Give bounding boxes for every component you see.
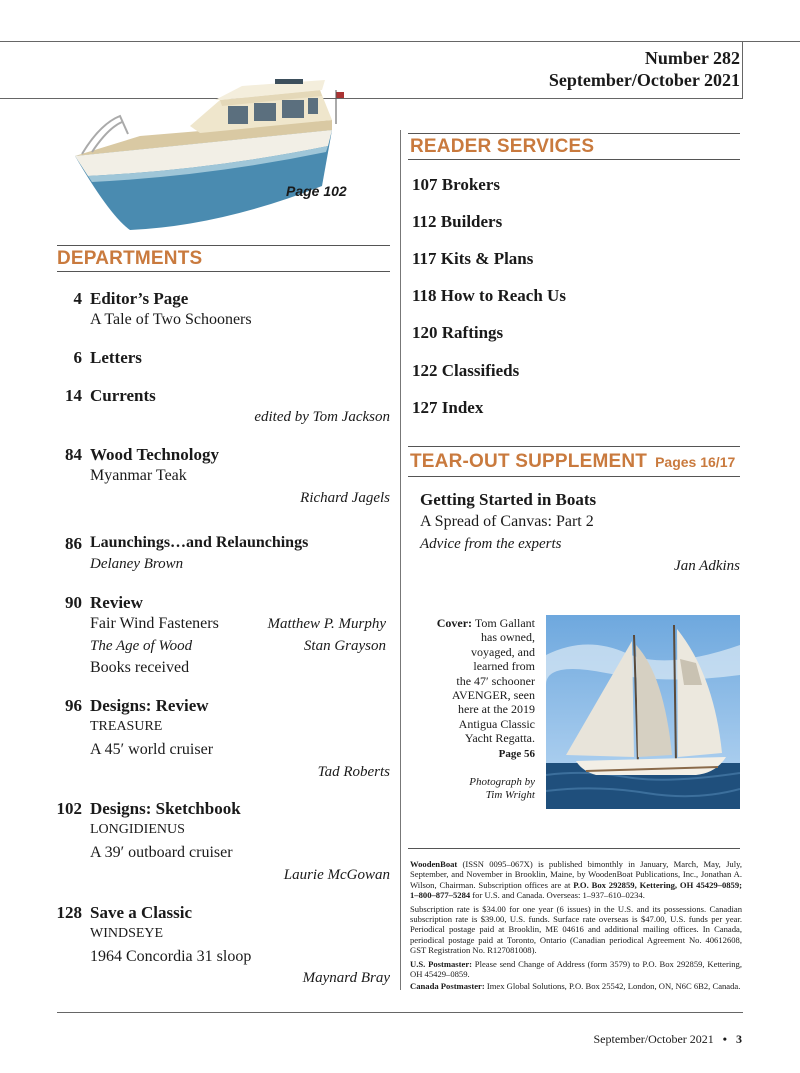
cover-line: Cover: Tom Gallant xyxy=(436,616,535,630)
boat-illustration xyxy=(70,78,370,238)
dept-subtitle: LONGIDIENUS xyxy=(90,822,185,837)
dept-title: Save a Classic xyxy=(90,903,192,922)
cover-line: the 47′ schooner xyxy=(456,673,535,688)
reader-services-heading: READER SERVICES xyxy=(410,136,595,157)
supplement-subtitle: A Spread of Canvas: Part 2 xyxy=(420,513,594,530)
review-item-author: Matthew P. Murphy xyxy=(267,616,386,632)
dept-subtitle: A Tale of Two Schooners xyxy=(90,311,252,328)
reader-service-item: 120 Raftings xyxy=(412,323,504,342)
dept-title: Letters xyxy=(90,348,142,367)
dept-page-number: 102 xyxy=(56,799,82,818)
dept-byline: Delaney Brown xyxy=(90,556,184,572)
dept-page-number: 96 xyxy=(65,696,82,715)
footer-page-number: 3 xyxy=(736,1032,742,1046)
dept-page-number: 6 xyxy=(73,348,82,367)
reader-services-top-rule xyxy=(408,133,740,134)
photo-credit-line: Tim Wright xyxy=(485,789,535,801)
dept-byline: Maynard Bray xyxy=(302,970,390,986)
supplement-top-rule xyxy=(408,446,740,447)
reader-service-item: 122 Classifieds xyxy=(412,361,520,380)
column-divider xyxy=(400,130,401,990)
supplement-bottom-rule xyxy=(408,476,740,477)
departments-heading: DEPARTMENTS xyxy=(57,248,203,269)
cover-line: has owned, xyxy=(481,630,535,645)
dept-title: Editor’s Page xyxy=(90,289,189,308)
dept-subtitle: TREASURE xyxy=(90,719,163,734)
review-item-author: Stan Grayson xyxy=(303,638,386,654)
dept-byline: Tad Roberts xyxy=(317,764,390,780)
cover-line: Antigua Classic xyxy=(458,716,535,731)
review-item-title: Books received xyxy=(90,659,190,676)
fine-print-paragraph: WoodenBoat (ISSN 0095–067X) is published bimonthly in January, March, May, July, September, and November in Brooklin, Maine, by WoodenBoat Publications, Inc., Jonathan A. Wilson, Chairman. Subscription offices are at P.O. Box 292859, Kettering, OH 45429–0859; 1–800–877–5284 for U.S. and Canada. Overseas: 1–937–610–0234. xyxy=(410,859,743,901)
dept-subtitle: 1964 Concordia 31 sloop xyxy=(90,948,252,965)
boat-illustration-caption: Page 102 xyxy=(286,183,347,199)
fine-print-paragraph: Canada Postmaster: Imex Global Solutions, P.O. Box 25542, London, ON, N6C 6B2, Canada. xyxy=(410,981,741,992)
dept-byline: Laurie McGowan xyxy=(283,867,390,883)
cover-page: Page 56 xyxy=(498,747,535,760)
supplement-title: Getting Started in Boats xyxy=(420,490,597,509)
reader-service-item: 118 How to Reach Us xyxy=(412,286,566,305)
footer-date: September/October 2021 xyxy=(593,1032,714,1046)
dept-subtitle: A 39′ outboard cruiser xyxy=(90,844,233,861)
reader-service-item: 117 Kits & Plans xyxy=(412,249,534,268)
reader-service-item: 107 Brokers xyxy=(412,175,500,194)
supplement-pages: Pages 16/17 xyxy=(655,454,736,470)
dept-title: Designs: Sketchbook xyxy=(90,799,241,818)
fine-print-paragraph: Subscription rate is $34.00 for one year (6 issues) in the U.S. and its possessions. Canadian subscription rate is $39.00, U.S. funds. Surface rate overseas is $47.00, U.S. funds per year. Periodical postage paid at Brooklin, ME 04616 and additional mailing offices. In Canada, periodical postage paid at Toronto, Ontario (Canadian periodical Agreement No. 40612608, GST Registration No. R127081008). xyxy=(410,903,742,956)
dept-page-number: 86 xyxy=(65,534,82,553)
cover-line: here at the 2019 xyxy=(458,702,535,717)
dept-title: Designs: Review xyxy=(90,696,209,715)
fine-print xyxy=(410,859,742,992)
supplement-tagline: Advice from the experts xyxy=(420,536,562,552)
cover-line: voyaged, and xyxy=(471,644,535,659)
dept-subtitle: A 45′ world cruiser xyxy=(90,741,214,758)
dept-title: Wood Technology xyxy=(90,445,219,464)
dept-page-number: 90 xyxy=(65,593,82,612)
reader-service-item: 127 Index xyxy=(412,398,484,417)
cover-label: Cover: xyxy=(436,616,473,630)
issue-number: Number 282 xyxy=(644,48,740,68)
departments-bottom-rule xyxy=(57,271,390,272)
dept-title: Review xyxy=(90,593,143,612)
cover-photo xyxy=(546,615,740,809)
cover-line: AVENGER, seen xyxy=(451,688,535,703)
fine-print-paragraph: U.S. Postmaster: Please send Change of Address (form 3579) to P.O. Box 292859, Kettering, OH 45429–0859. xyxy=(410,958,742,980)
cover-line: Yacht Regatta. xyxy=(464,731,535,746)
dept-page-number: 84 xyxy=(65,445,82,464)
reader-service-item: 112 Builders xyxy=(412,212,503,231)
supplement-byline: Jan Adkins xyxy=(674,558,740,574)
cover-caption xyxy=(408,616,535,761)
footer-rule xyxy=(57,1012,743,1013)
photo-credit-line: Photograph by xyxy=(469,776,535,788)
supplement-heading: TEAR-OUT SUPPLEMENT xyxy=(410,451,648,472)
review-item-title: Fair Wind Fasteners xyxy=(90,615,219,632)
top-rule xyxy=(0,41,800,42)
dept-byline: Richard Jagels xyxy=(300,490,390,506)
footer-bullet: • xyxy=(722,1032,727,1046)
right-edge-rule xyxy=(742,41,743,99)
dept-page-number: 14 xyxy=(65,386,82,405)
dept-byline: edited by Tom Jackson xyxy=(254,409,390,425)
fine-print-rule xyxy=(408,848,740,849)
dept-subtitle: Myanmar Teak xyxy=(90,467,187,484)
photo-credit xyxy=(408,776,535,802)
review-item-title: The Age of Wood xyxy=(90,638,193,654)
dept-page-number: 4 xyxy=(73,289,82,308)
supplement-heading-row xyxy=(410,451,735,473)
dept-title: Launchings…and Relaunchings xyxy=(90,534,309,551)
dept-page-number: 128 xyxy=(56,903,82,922)
reader-services-bottom-rule xyxy=(408,159,740,160)
cover-line: learned from xyxy=(473,659,535,674)
dept-subtitle: WINDSEYE xyxy=(90,926,164,941)
issue-date: September/October 2021 xyxy=(548,70,740,90)
departments-top-rule xyxy=(57,245,390,246)
footer xyxy=(593,1032,742,1047)
dept-title: Currents xyxy=(90,386,156,405)
